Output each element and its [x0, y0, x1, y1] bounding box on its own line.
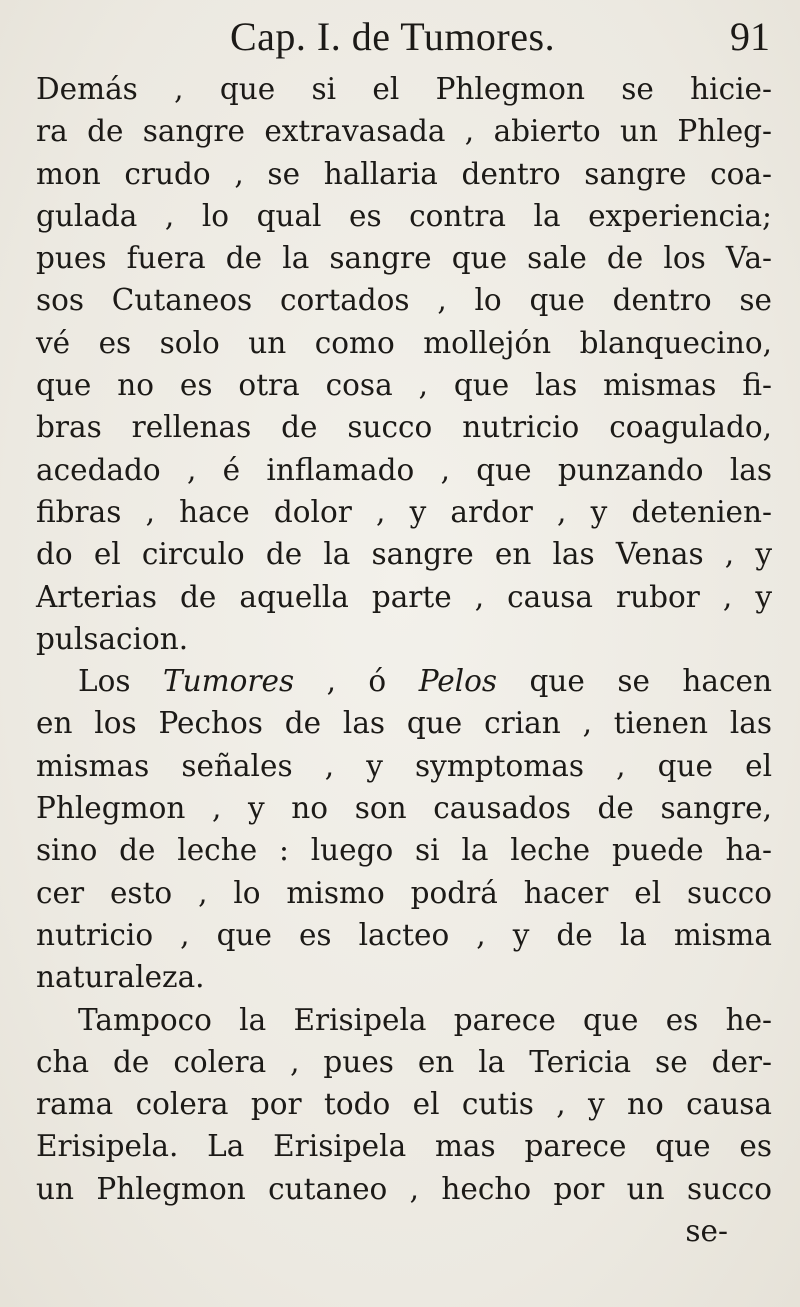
body-text: [36, 68, 772, 1252]
text-line: do el circulo de la sangre en las Venas , y: [36, 537, 772, 572]
text-line: mismas señales , y symptomas , que el: [36, 748, 772, 783]
text-line-paragraph-start: [36, 660, 772, 702]
text-word: Los: [78, 664, 131, 699]
page-number: 91: [730, 14, 770, 59]
text-line: cha de colera , pues en la Tericia se der-: [36, 1044, 772, 1079]
text-line: ra de sangre extravasada , abierto un Phleg-: [36, 114, 772, 149]
running-title: Cap. I. de Tumores.: [230, 14, 556, 59]
text-line: Erisipela. La Erisipela mas parece que es: [36, 1129, 772, 1164]
running-head: [40, 12, 770, 62]
italic-term-pelos: Pelos: [418, 664, 498, 699]
text-line: en los Pechos de las que crian , tienen las: [36, 706, 772, 741]
italic-term-tumores: Tumores: [162, 664, 295, 699]
text-line: vé es solo un como mollejón blanquecino,: [36, 325, 772, 360]
text-line-paragraph-start: Tampoco la Erisipela parece que es he-: [78, 1002, 772, 1037]
text-line: fibras , hace dolor , y ardor , y detenien-: [36, 494, 772, 529]
text-line: mon crudo , se hallaria dentro sangre coa-: [36, 156, 772, 191]
text-line: nutricio , que es lacteo , y de la misma: [36, 917, 772, 952]
text-line: Phlegmon , y no son causados de sangre,: [36, 791, 772, 826]
catchword: se-: [685, 1214, 728, 1249]
text-line: Demás , que si el Phlegmon se hicie-: [36, 72, 772, 106]
text-line: un Phlegmon cutaneo , hecho por un succo: [36, 1171, 772, 1206]
text-line: acedado , é inflamado , que punzando las: [36, 452, 772, 487]
text-line-paragraph-end: naturaleza.: [36, 960, 205, 995]
text-line: que no es otra cosa , que las mismas fi-: [36, 368, 772, 403]
text-line: pues fuera de la sangre que sale de los Va-: [36, 241, 772, 276]
text-line: gulada , lo qual es contra la experiencia;: [36, 198, 772, 233]
text-word: , ó: [326, 664, 387, 699]
text-line: sos Cutaneos cortados , lo que dentro se: [36, 283, 772, 318]
text-word: que se hacen: [529, 664, 772, 699]
text-line: sino de leche : luego si la leche puede ha-: [36, 833, 772, 868]
text-line: Arterias de aquella parte , causa rubor , y: [36, 579, 772, 614]
text-line: bras rellenas de succo nutricio coagulado,: [36, 410, 772, 445]
text-line: rama colera por todo el cutis , y no causa: [36, 1087, 772, 1122]
text-line-paragraph-end: pulsacion.: [36, 621, 189, 656]
text-line: cer esto , lo mismo podrá hacer el succo: [36, 875, 772, 910]
